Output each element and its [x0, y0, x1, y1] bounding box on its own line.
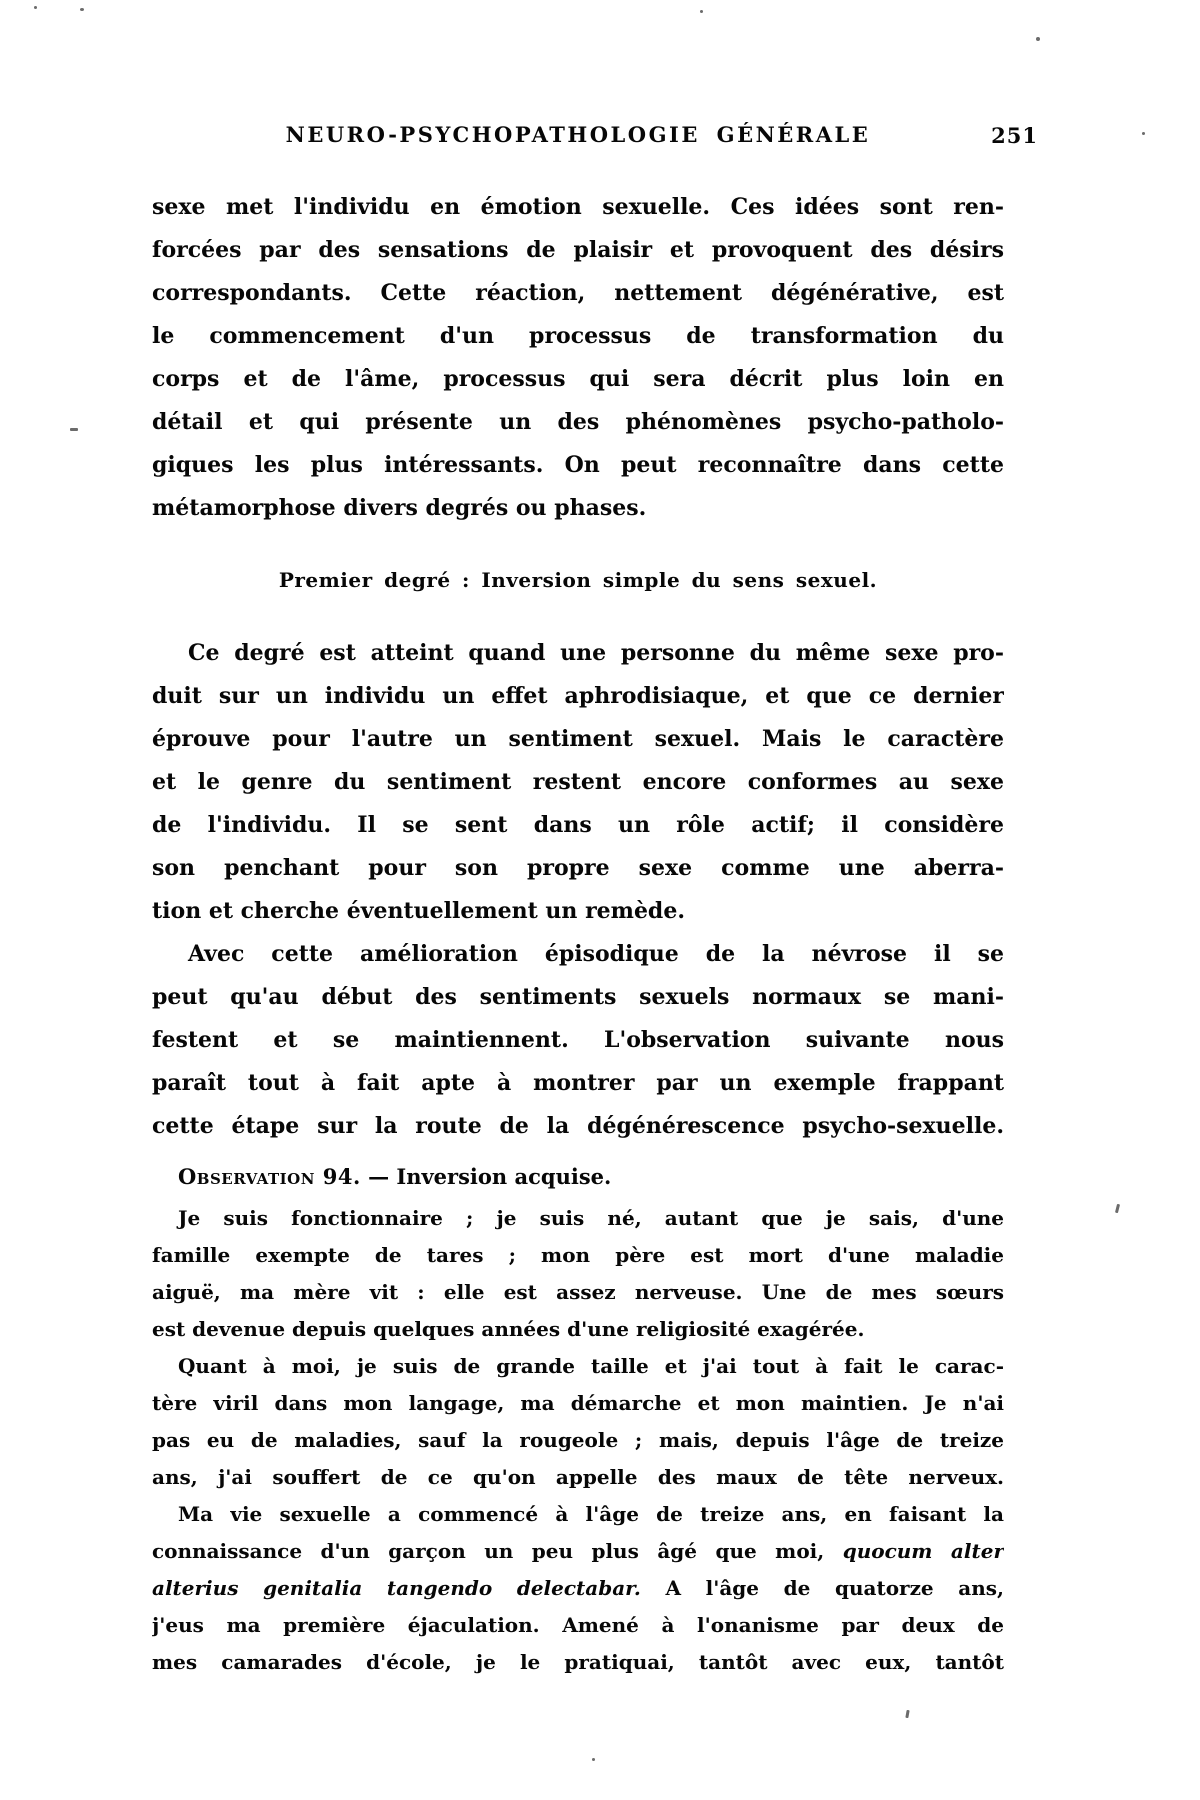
text-line: et le genre du sentiment restent encore conformes au sexe — [152, 769, 1004, 795]
text-line: peut qu'au début des sentiments sexuels normaux se mani- — [152, 984, 1004, 1010]
text-line: aiguë, ma mère vit : elle est assez nerveuse. Une de mes sœurs — [152, 1280, 1004, 1304]
text-line: est devenue depuis quelques années d'une religiosité exagérée. — [152, 1317, 865, 1341]
text-line: forcées par des sensations de plaisir et provoquent des désirs — [152, 237, 1004, 263]
scan-speck — [1115, 1204, 1120, 1213]
scan-speck — [905, 1710, 909, 1718]
text-line: ans, j'ai souffert de ce qu'on appelle des maux de tête nerveux. — [152, 1465, 1004, 1489]
paragraph — [152, 186, 1004, 530]
text-line: famille exempte de tares ; mon père est mort d'une maladie — [152, 1243, 1004, 1267]
scan-speck — [1142, 132, 1145, 135]
text-line: le commencement d'un processus de transformation du — [152, 323, 1004, 349]
text-line: Ma vie sexuelle a commencé à l'âge de treize ans, en faisant la — [178, 1502, 1004, 1526]
text-line: corps et de l'âme, processus qui sera décrit plus loin en — [152, 366, 1004, 392]
paragraph — [152, 632, 1004, 933]
text-line: éprouve pour l'autre un sentiment sexuel. Mais le caractère — [152, 726, 1004, 752]
paragraph — [152, 1496, 1004, 1681]
page-header — [152, 122, 1038, 152]
text-segment: connaissance d'un garçon un peu plus âgé que moi, — [152, 1539, 825, 1563]
text-line: tion et cherche éventuellement un remède. — [152, 898, 685, 924]
text-line: Ce degré est atteint quand une personne du même sexe pro- — [188, 640, 1004, 666]
text-segment: A l'âge de quatorze ans, — [665, 1576, 1004, 1600]
text-line: tère viril dans mon langage, ma démarche et mon maintien. Je n'ai — [152, 1391, 1004, 1415]
section-subheading: Premier degré : Inversion simple du sens sexuel. — [278, 568, 878, 592]
scan-speck — [1036, 37, 1040, 41]
observation-dash: — — [368, 1164, 390, 1189]
paragraph — [152, 933, 1004, 1148]
text-line — [152, 1533, 1004, 1570]
text-line: giques les plus intéressants. On peut reconnaître dans cette — [152, 452, 1004, 478]
text-line: métamorphose divers degrés ou phases. — [152, 495, 647, 521]
running-title: NEURO-PSYCHOPATHOLOGIE GÉNÉRALE — [285, 122, 871, 147]
scan-speck — [34, 6, 37, 9]
scan-speck — [592, 1758, 595, 1761]
scan-speck — [700, 10, 703, 13]
text-line: Je suis fonctionnaire ; je suis né, autant que je sais, d'une — [178, 1206, 1004, 1230]
text-line: duit sur un individu un effet aphrodisiaque, et que ce dernier — [152, 683, 1004, 709]
text-line: correspondants. Cette réaction, nettement dégénérative, est — [152, 280, 1004, 306]
text-line: Quant à moi, je suis de grande taille et j'ai tout à fait le carac- — [178, 1354, 1004, 1378]
observation-heading — [152, 1162, 1004, 1192]
text-line: cette étape sur la route de la dégénérescence psycho-sexuelle. — [152, 1113, 1004, 1139]
observation-title: Inversion acquise. — [396, 1164, 612, 1189]
text-block — [152, 186, 1004, 1681]
text-line: pas eu de maladies, sauf la rougeole ; mais, depuis l'âge de treize — [152, 1428, 1004, 1452]
scan-speck — [80, 8, 84, 11]
text-line: j'eus ma première éjaculation. Amené à l'onanisme par deux de — [152, 1613, 1004, 1637]
text-line: paraît tout à fait apte à montrer par un exemple frappant — [152, 1070, 1004, 1096]
scan-speck — [70, 428, 78, 431]
observation-section — [152, 1162, 1004, 1681]
observation-label: Observation 94. — [178, 1164, 361, 1189]
latin-italic-segment: quocum alter — [842, 1539, 1004, 1563]
text-line — [152, 1570, 1004, 1607]
text-line: sexe met l'individu en émotion sexuelle. Ces idées sont ren- — [152, 194, 1004, 220]
text-line: Avec cette amélioration épisodique de la névrose il se — [188, 941, 1004, 967]
paragraph — [152, 1200, 1004, 1348]
page-number: 251 — [991, 123, 1038, 148]
latin-italic-segment: alterius genitalia tangendo delectabar. — [152, 1576, 641, 1600]
paragraph — [152, 1348, 1004, 1496]
text-line: son penchant pour son propre sexe comme une aberra- — [152, 855, 1004, 881]
text-line: détail et qui présente un des phénomènes psycho-patholo- — [152, 409, 1004, 435]
text-line: mes camarades d'école, je le pratiquai, tantôt avec eux, tantôt — [152, 1650, 1004, 1674]
text-line: de l'individu. Il se sent dans un rôle actif; il considère — [152, 812, 1004, 838]
text-line: festent et se maintiennent. L'observation suivante nous — [152, 1027, 1004, 1053]
